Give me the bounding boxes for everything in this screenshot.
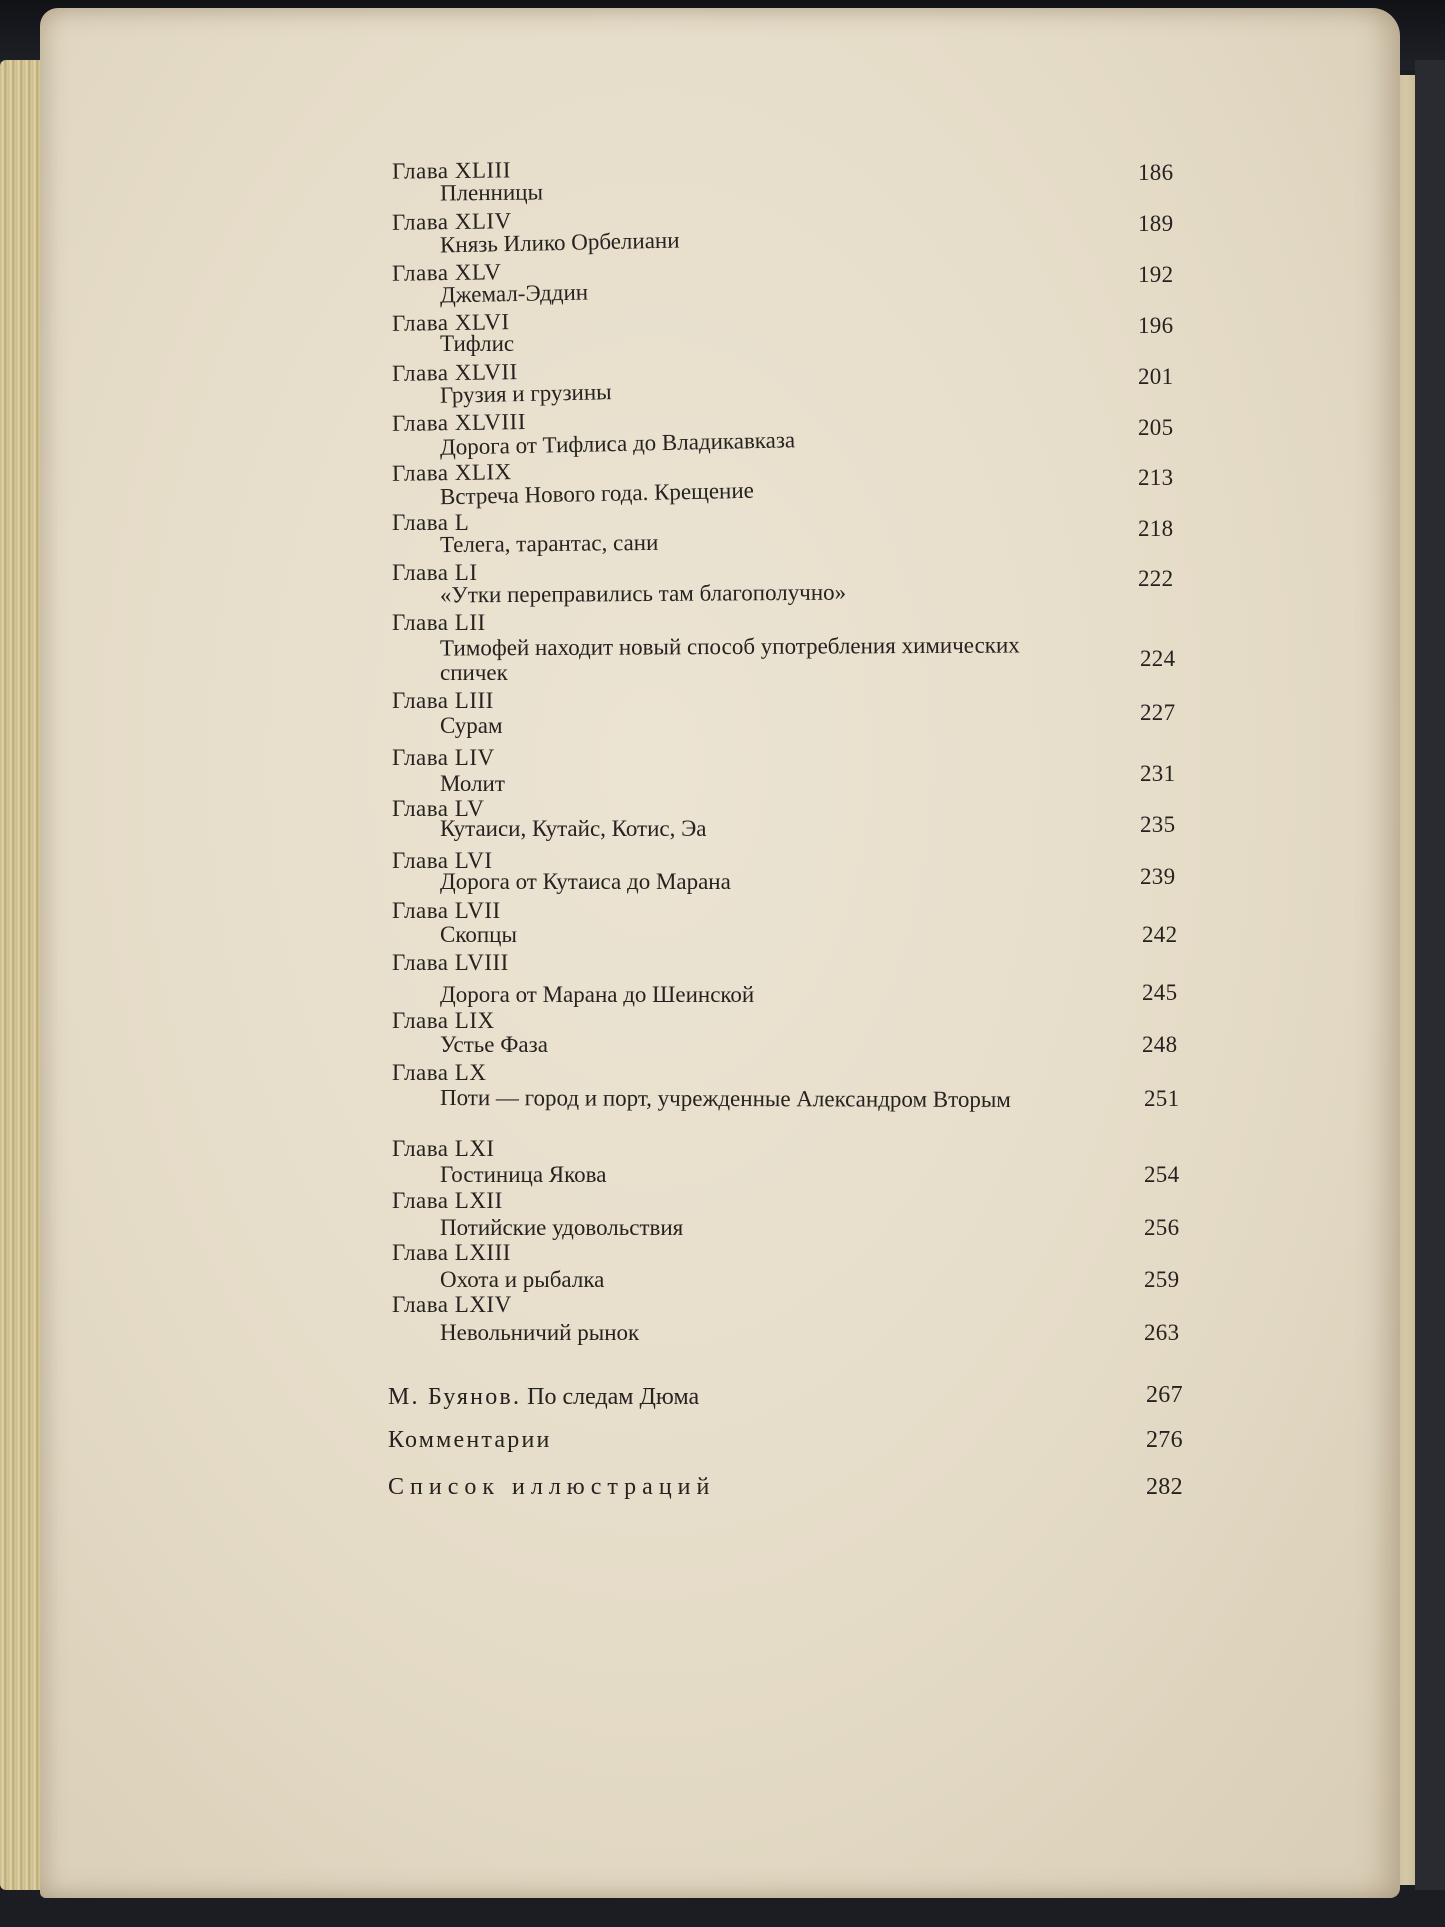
toc-chapter: Глава LI bbox=[392, 560, 478, 585]
toc-title: Дорога от Марана до Шеинской bbox=[440, 982, 755, 1007]
toc-page-number: 242 bbox=[1142, 922, 1178, 947]
toc-chapter: Глава XLVII bbox=[391, 359, 518, 386]
toc-page-number: 186 bbox=[1138, 160, 1174, 185]
toc-chapter: Глава LII bbox=[392, 610, 486, 635]
toc-title: Сурам bbox=[440, 713, 503, 738]
toc-chapter: Глава XLVIII bbox=[391, 409, 527, 436]
toc-chapter: Глава XLVI bbox=[391, 309, 510, 336]
toc-chapter: Глава LVI bbox=[392, 848, 493, 873]
toc-title: Поти — город и порт, учрежденные Александром Вторым bbox=[439, 1085, 1011, 1112]
toc-page-number: 213 bbox=[1138, 465, 1174, 490]
toc-title: Грузия и грузины bbox=[439, 379, 612, 408]
toc-title: Дорога от Кутаиса до Марана bbox=[440, 869, 731, 894]
toc-chapter: Глава LVIII bbox=[392, 950, 509, 975]
toc-chapter: Глава LXII bbox=[392, 1188, 503, 1213]
toc-page-number: 239 bbox=[1140, 864, 1176, 889]
toc-title: Встреча Нового года. Крещение bbox=[439, 477, 755, 510]
toc-chapter: Глава LIX bbox=[392, 1008, 495, 1033]
toc-chapter: Глава LIII bbox=[392, 688, 494, 713]
toc-title: Тимофей находит новый способ употребления химических bbox=[439, 632, 1020, 661]
toc-title: Устье Фаза bbox=[440, 1032, 548, 1057]
toc-chapter: Глава XLV bbox=[391, 259, 502, 286]
book-page bbox=[40, 8, 1400, 1898]
toc-chapter: Глава LXIV bbox=[392, 1292, 512, 1317]
toc-title: Князь Илико Орбелиани bbox=[439, 227, 680, 258]
toc-page-number: 254 bbox=[1144, 1162, 1180, 1187]
toc-chapter: Глава XLIX bbox=[391, 459, 512, 486]
toc-chapter: Глава XLIII bbox=[391, 157, 512, 184]
toc-extra-commentary: Комментарии bbox=[388, 1427, 552, 1453]
toc-page-number: 267 bbox=[1146, 1382, 1183, 1408]
toc-title: Молит bbox=[440, 771, 505, 796]
toc-page-number: 248 bbox=[1142, 1032, 1178, 1057]
toc-chapter: Глава LXI bbox=[392, 1136, 495, 1161]
toc-extra-illustrations: Список иллюстраций bbox=[388, 1474, 716, 1500]
toc-title: Кутаиси, Кутайс, Котис, Эа bbox=[440, 816, 707, 841]
toc-page-number: 201 bbox=[1138, 364, 1174, 389]
toc-page-number: 196 bbox=[1138, 313, 1174, 338]
toc-page-number: 256 bbox=[1144, 1215, 1180, 1240]
afterword-author: М. Буянов. bbox=[388, 1384, 522, 1410]
toc-title: Скопцы bbox=[440, 922, 517, 947]
toc-title: Тифлис bbox=[440, 331, 515, 356]
table-of-contents bbox=[40, 8, 1400, 1898]
toc-chapter: Глава LIV bbox=[392, 745, 495, 770]
toc-title: Пленницы bbox=[439, 179, 544, 206]
toc-page-number: 259 bbox=[1144, 1267, 1180, 1292]
toc-title: Охота и рыбалка bbox=[440, 1267, 605, 1292]
toc-page-number: 235 bbox=[1140, 812, 1176, 837]
toc-title: Телега, тарантас, сани bbox=[439, 529, 659, 558]
book-cover bbox=[1415, 60, 1445, 1890]
toc-title: Гостиница Якова bbox=[440, 1162, 607, 1187]
toc-title: Потийские удовольствия bbox=[440, 1215, 684, 1240]
toc-page-number: 251 bbox=[1144, 1086, 1180, 1111]
toc-chapter: Глава LXIII bbox=[392, 1240, 511, 1265]
toc-page-number: 218 bbox=[1138, 516, 1174, 541]
toc-page-number: 245 bbox=[1142, 980, 1178, 1005]
toc-page-number: 276 bbox=[1146, 1427, 1183, 1453]
toc-chapter: Глава LX bbox=[392, 1060, 487, 1085]
afterword-title: По следам Дюма bbox=[527, 1384, 700, 1410]
toc-page-number: 224 bbox=[1140, 646, 1176, 671]
toc-title-continuation: спичек bbox=[440, 660, 508, 685]
toc-chapter: Глава XLIV bbox=[391, 208, 512, 235]
toc-page-number: 282 bbox=[1146, 1474, 1183, 1500]
toc-page-number: 231 bbox=[1140, 761, 1176, 786]
toc-chapter: Глава LV bbox=[392, 796, 485, 821]
toc-title: «Утки переправились там благополучно» bbox=[439, 579, 847, 608]
toc-page-number: 222 bbox=[1138, 566, 1174, 591]
toc-extra-afterword bbox=[388, 1384, 699, 1410]
toc-page-number: 227 bbox=[1140, 700, 1176, 725]
toc-title: Невольничий рынок bbox=[440, 1320, 640, 1345]
toc-page-number: 192 bbox=[1138, 262, 1174, 287]
toc-title: Джемал-Эддин bbox=[439, 279, 589, 308]
toc-chapter: Глава L bbox=[392, 510, 470, 535]
toc-page-number: 205 bbox=[1138, 415, 1174, 440]
toc-title: Дорога от Тифлиса до Владикавказа bbox=[439, 427, 796, 460]
toc-chapter: Глава LVII bbox=[392, 898, 501, 923]
toc-page-number: 189 bbox=[1138, 211, 1174, 236]
toc-page-number: 263 bbox=[1144, 1320, 1180, 1345]
